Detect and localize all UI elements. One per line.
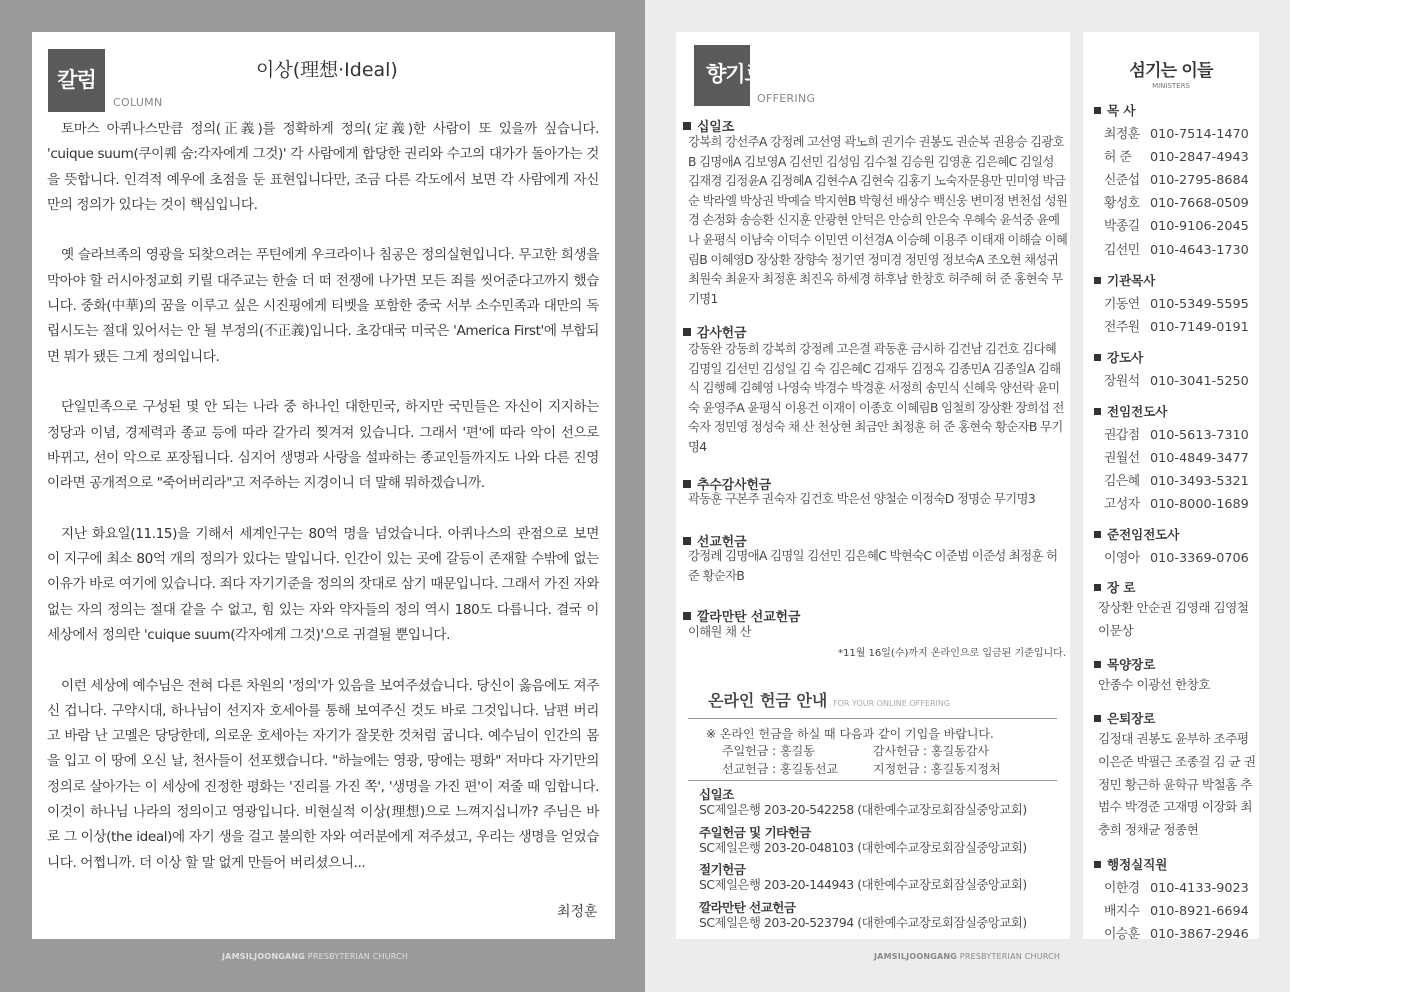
offering-names: 이해원 채 산: [688, 625, 752, 639]
online-offering-note: ※ 온라인 헌금을 하실 때 다음과 같이 기입을 바랍니다.: [706, 727, 994, 741]
ministers-title: 섬기는 이들: [1129, 61, 1213, 81]
minister-group-title: 준전임전도사: [1094, 525, 1179, 543]
minister-row: 권갑점 010-5613-7310: [1104, 428, 1249, 443]
example-line: 지정헌금 : 홍길동지정처: [873, 762, 1001, 776]
account-detail: SC제일은행 203-20-542258 (대한예수교장로회잠실중앙교회): [699, 803, 1027, 817]
minister-group-title: 전임전도사: [1094, 402, 1167, 420]
column-paragraph: 단일민족으로 구성된 몇 안 되는 나라 중 하나인 대한민국, 하지만 국민들은 자신이 지지하는 정당과 이념, 경제력과 종교 등에 따라 갈가리 찢겨져 있습니다. 그래서 '편'에 따라 악이 선으로 바뀌고, 선이 악으로 포장됩니다. 심지어 생명과 사랑을 설파하는 종교인들까지도 나와 다른 진영이라면 공개적으로 "죽어버리라"고 저주하는 지경이니 더 말해 뭐하겠습니까.: [47, 399, 599, 492]
account-detail: SC제일은행 203-20-048103 (대한예수교장로회잠실중앙교회): [699, 841, 1027, 855]
offering-names: 곽동훈 구본주 권숙자 김건호 박은선 양철순 이정숙D 정명순 무기명3: [688, 492, 1036, 506]
offering-section-title: 십일조: [683, 116, 734, 135]
minister-names: 장상환 안순권 김영래 김영철 이문상: [1098, 600, 1249, 638]
example-line: 주일헌금 : 홍길동: [722, 744, 815, 758]
minister-group-title: 기관목사: [1094, 271, 1155, 289]
minister-row: 고성자 010-8000-1689: [1104, 497, 1249, 512]
column-tag: 칼럼: [48, 49, 105, 112]
offering-section-title: 감사헌금: [683, 322, 746, 341]
offering-names: 강복희 강선주A 강정례 고선영 곽노희 권기수 권봉도 권순복 권용승 김광호B 김명애A 김보영A 김선민 김성임 김수철 김승원 김영훈 김은혜C 김일성 김재경 김정윤A 김정혜A 김현수A 김현숙 김홍기 노숙자문용만 민미영 박금순 박라엘 박상권 박예슬 박지현B 박형선 배상수 백신웅 변미정 변천섭 성원경 손정화 송승환 신지훈 안광현 안덕은 안승희 안은숙 우혜숙 윤석중 윤예나 윤평식 이남숙 이덕수 이민연 이선경A 이승혜 이용주 이태재 이해슬 이혜림B 이혜영D 장상환 장향숙 정기연 정미경 정민영 정보숙A 조오현 채성귀 최원숙 최윤자 최정훈 최진옥 하세경 하후남 한창호 허주혜 허 준 홍현숙 무기명1: [688, 135, 1068, 306]
left-footer: [222, 952, 408, 961]
minister-row: 전주원 010-7149-0191: [1104, 320, 1249, 335]
online-offering-subtitle: FOR YOUR ONLINE OFFERING: [833, 699, 951, 708]
minister-row: 이영아 010-3369-0706: [1104, 551, 1249, 566]
footer-church-type: PRESBYTERIAN CHURCH: [957, 952, 1061, 961]
minister-row: 이한경 010-4133-9023: [1104, 881, 1249, 896]
account-detail: SC제일은행 203-20-523794 (대한예수교장로회잠실중앙교회): [699, 916, 1027, 930]
minister-group-title: 행정실직원: [1094, 855, 1167, 873]
minister-group-title: 장 로: [1094, 578, 1136, 596]
offering-section-title: 추수감사헌금: [683, 474, 771, 493]
footer-church-name: JAMSILJOONGANG: [874, 952, 958, 961]
account-title: 절기헌금: [699, 862, 746, 877]
account-detail: SC제일은행 203-20-144943 (대한예수교장로회잠실중앙교회): [699, 878, 1027, 892]
minister-row: 이승훈 010-3867-2946: [1104, 927, 1249, 942]
column-body: [47, 117, 599, 901]
column-paragraph: 토마스 아퀴나스만큼 정의(正義)를 정확하게 정의(定義)한 사람이 또 있을까 싶습니다. 'cuique suum(쿠이퀘 숨:각자에게 그것)' 각 사람에게 합당한 권리와 수고의 대가가 돌아가는 것을 뜻합니다. 인격적 예우에 초점을 둔 표현입니다만, 조금 다른 각도에서 보면 각 사람에게 자신만의 정의가 있다는 것이 핵심입니다.: [47, 121, 599, 213]
minister-row: 장원석 010-3041-5250: [1104, 374, 1249, 389]
minister-group-title: 목양장로: [1094, 655, 1155, 673]
minister-group-title: 목 사: [1094, 101, 1136, 119]
offering-section-title: 선교헌금: [683, 531, 746, 550]
account-title: 깔라만탄 선교헌금: [699, 900, 796, 915]
minister-group-title: 강도사: [1094, 348, 1143, 366]
minister-row: 배지수 010-8921-6694: [1104, 904, 1249, 919]
column-paragraph: 이런 세상에 예수님은 전혀 다른 차원의 '정의'가 있음을 보여주셨습니다. 당신이 옳음에도 져주신 겁니다. 구약시대, 하나님이 선지자 호세아를 통해 보여주신 것도 바로 그것입니다. 남편 버리고 바람 난 고멜은 당당한데, 의로운 호세아는 자기가 잘못한 것처럼 굽니다. 예수님이 인간의 몸을 입고 이 땅에 오신 날, 천사들이 선포했습니다. "하늘에는 영광, 땅에는 평화" 저마다 자기만의 정의로 살아가는 이 세상에 진정한 평화는 '진리를 가진 쪽', '생명을 가진 편'이 져줄 때 임합니다. 이것이 하나님 나라의 정의이고 영광입니다. 비현실적 이상(理想)으로 느껴지십니까? 주님은 바로 그 이상(the ideal)에 자기 생을 걸고 불의한 자와 여러분에게 져주셨고, 우리는 생명을 얻었습니다. 어쩝니까. 더 이상 할 말 없게 만들어 버리셨으니...: [47, 677, 599, 871]
footer-church-name: JAMSILJOONGANG: [222, 952, 306, 961]
column-title: 이상(理想·Ideal): [256, 59, 398, 81]
column-paragraph: 옛 슬라브족의 영광을 되찾으려는 푸틴에게 우크라이나 침공은 정의실현입니다. 무고한 희생을 막아야 할 러시아정교회 키릴 대주교는 한술 더 떠 전쟁에 나가면 모든 죄를 씻어준다고까지 했습니다. 중화(中華)의 꿈을 이루고 싶은 시진핑에게 티벳을 포함한 중국 서부 소수민족과 대만의 독립시도는 절대 있어서는 안 될 부정의(不正義)입니다. 초강대국 미국은 'America First'에 부합되면 뭐가 됐든 그게 정의입니다.: [47, 247, 599, 365]
offering-tag-sub: OFFERING: [757, 92, 816, 105]
minister-row: 황성호 010-7668-0509: [1104, 196, 1249, 211]
offering-section-title: 깔라만탄 선교헌금: [683, 606, 800, 625]
footer-church-type: PRESBYTERIAN CHURCH: [305, 952, 409, 961]
minister-names: 안종수 이광선 한창호: [1098, 677, 1210, 692]
minister-row: 최정훈 010-7514-1470: [1104, 127, 1249, 142]
minister-group-title: 은퇴장로: [1094, 709, 1155, 727]
column-author: 최정훈: [557, 904, 598, 920]
online-offering-title: 온라인 헌금 안내: [708, 691, 828, 710]
account-title: 십일조: [699, 787, 734, 802]
divider: [688, 718, 1057, 719]
example-line: 선교헌금 : 홍길동선교: [722, 762, 839, 776]
offering-note: *11월 16일(수)까지 온라인으로 입금된 기준입니다.: [837, 648, 1066, 659]
column-paragraph: 지난 화요일(11.15)을 기해서 세계인구는 80억 명을 넘었습니다. 아퀴나스의 관점으로 보면 이 지구에 최소 80억 개의 정의가 있다는 말입니다. 인간이 있는 곳에 갈등이 존재할 수밖에 없는 이유가 바로 여기에 있습니다. 죄다 자기기준을 정의의 잣대로 삼기 때문입니다. 그래서 가진 자와 없는 자의 정의는 절대 같을 수 없고, 힘 있는 자와 약자들의 정의 역시 180도 다릅니다. 결국 이 세상에서 정의란 'cuique suum(각자에게 그것)'으로 귀결될 뿐입니다.: [47, 525, 599, 643]
offering-names: 강동완 강동희 강복희 강정례 고은결 곽동훈 금시하 김건남 김건호 김다혜 김명일 김선민 김성일 김 숙 김은혜C 김재두 김정옥 김종민A 김종일A 김해식 김행혜 김혜영 나영숙 박경수 박경훈 서정희 송민식 신혜욱 양선락 윤미숙 윤영주A 윤평식 이용건 이재이 이종호 이혜림B 임철희 장상환 장희섭 전숙자 정민영 정성숙 채 산 천상현 최금안 최정훈 허 준 홍현숙 황순자B 무기명4: [688, 342, 1064, 454]
minister-row: 기동연 010-5349-5595: [1104, 297, 1249, 312]
right-footer: [874, 952, 1060, 961]
column-tag-sub: COLUMN: [113, 96, 163, 109]
minister-row: 박종길 010-9106-2045: [1104, 219, 1249, 234]
account-title: 주일헌금 및 기타헌금: [699, 825, 811, 840]
offering-names: 강정례 김명애A 김명일 김선민 김은혜C 박현숙C 이준범 이준성 최정훈 허 준 황순자B: [688, 549, 1058, 583]
minister-row: 허 준 010-2847-4943: [1104, 150, 1249, 165]
minister-row: 권월선 010-4849-3477: [1104, 451, 1249, 466]
minister-row: 신준섭 010-2795-8684: [1104, 173, 1249, 188]
example-line: 감사헌금 : 홍길동감사: [873, 744, 990, 758]
margin-area: [1290, 0, 1403, 992]
divider: [688, 780, 1057, 781]
offering-tag: [706, 58, 828, 88]
offering-tag-text: 향기로운 예물: [706, 62, 829, 86]
minister-row: 김선민 010-4643-1730: [1104, 243, 1249, 258]
minister-names: 김정대 권봉도 윤부하 조주평 이은준 박필근 조종걸 김 균 권정민 황근하 윤학규 박철홈 추범수 박경준 고재명 이장화 최충희 정채균 정종현: [1098, 731, 1256, 838]
ministers-subtitle: MINISTERS: [1152, 82, 1190, 90]
minister-row: 김은혜 010-3493-5321: [1104, 474, 1249, 489]
